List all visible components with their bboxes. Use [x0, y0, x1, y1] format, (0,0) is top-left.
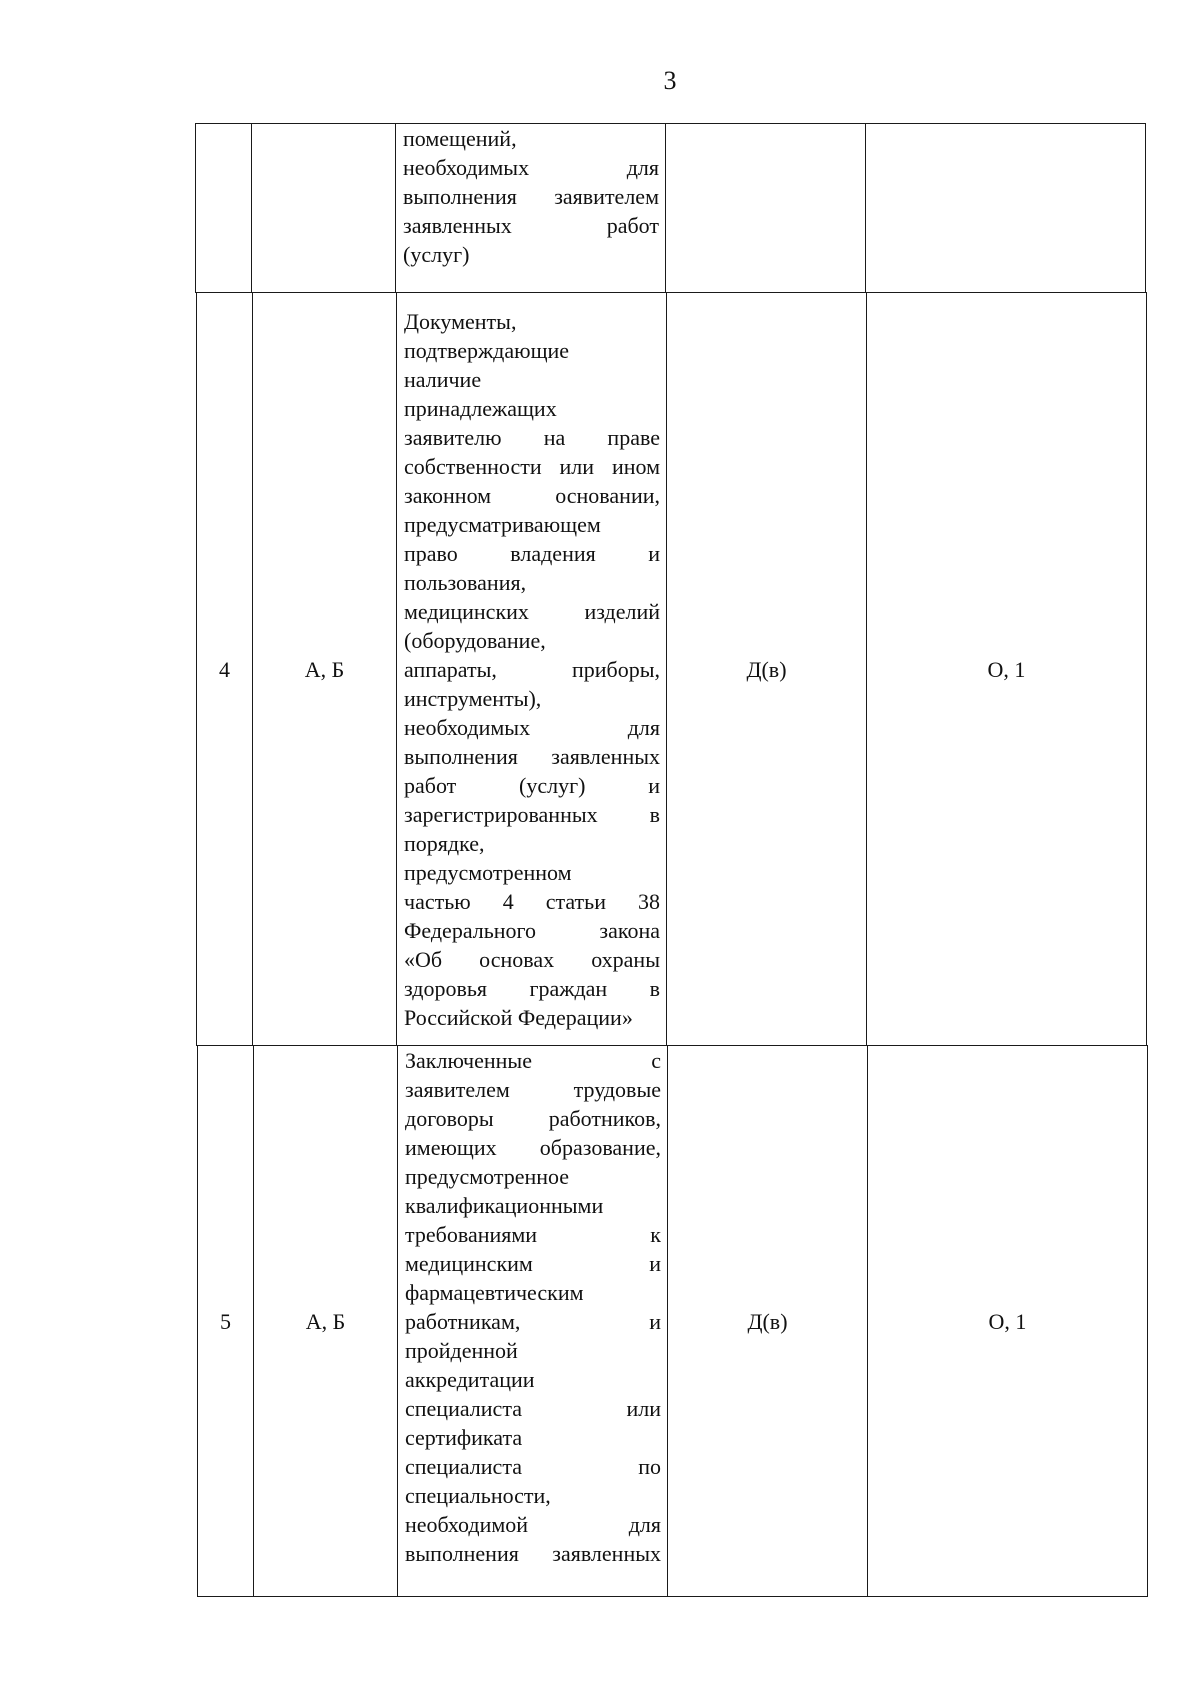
- cell-categories: А, Б: [254, 1046, 398, 1597]
- description-line: Федерального закона: [404, 917, 660, 943]
- description-line: аккредитации: [405, 1367, 535, 1392]
- description-line: выполнения заявителем: [403, 184, 659, 209]
- page-number: 3: [663, 66, 677, 95]
- table-fragment-row-4-continuation: [195, 123, 1146, 293]
- description-line: Документы,: [404, 308, 517, 334]
- description-line: Заключенные с: [405, 1048, 661, 1073]
- description-line: (оборудование,: [404, 627, 546, 653]
- description-line: выполнения заявленных: [404, 743, 660, 769]
- description-line: медицинским и: [405, 1251, 661, 1276]
- description-line: предусматривающем: [404, 511, 601, 537]
- description-line: договоры работников,: [405, 1106, 661, 1131]
- description-line: порядке,: [404, 830, 485, 856]
- cell-categories: [252, 124, 396, 293]
- cell-description: [397, 293, 667, 1046]
- cell-form: [866, 124, 1146, 293]
- description-line: необходимых для: [403, 155, 659, 180]
- description-line: «Об основах охраны: [404, 946, 660, 972]
- table-row: [197, 293, 1147, 1046]
- description-line: сертификата: [405, 1425, 523, 1450]
- description-line: фармацевтическим: [405, 1280, 584, 1305]
- description-line: подтверждающие: [404, 337, 570, 363]
- description-line: аппараты, приборы,: [404, 656, 660, 682]
- description-line: здоровья граждан в: [404, 975, 660, 1001]
- description-line: требованиями к: [405, 1222, 661, 1247]
- cell-description: [398, 1046, 668, 1597]
- description-line: работникам, и: [405, 1309, 661, 1334]
- table-row: [198, 1046, 1148, 1597]
- cell-document-type: Д(в): [667, 293, 867, 1046]
- description-line: зарегистрированных в: [404, 801, 660, 827]
- description-line: имеющих образование,: [405, 1135, 661, 1160]
- description-line: медицинских изделий: [404, 598, 660, 624]
- cell-number: 4: [197, 293, 253, 1046]
- description-line: собственности или ином: [404, 453, 660, 479]
- description-line: заявленных работ: [403, 213, 659, 238]
- description-line: работ (услуг) и: [404, 772, 660, 798]
- cell-number: 5: [198, 1046, 254, 1597]
- description-line: специалиста по: [405, 1454, 661, 1479]
- cell-document-type: [666, 124, 866, 293]
- description-line: законном основании,: [404, 482, 660, 508]
- description-line: заявителем трудовые: [405, 1077, 661, 1102]
- description-line: специалиста или: [405, 1396, 661, 1421]
- description-line: необходимой для: [405, 1512, 661, 1537]
- description-line: квалификационными: [405, 1193, 604, 1218]
- description-line: предусмотренном: [404, 859, 572, 885]
- cell-categories: А, Б: [253, 293, 397, 1046]
- table-row-4: [196, 292, 1147, 1046]
- description-line: право владения и: [404, 540, 660, 566]
- description-line: пройденной: [405, 1338, 518, 1363]
- description-line: (услуг): [403, 242, 470, 267]
- description-line: предусмотренное: [405, 1164, 570, 1189]
- table-row: [196, 124, 1146, 293]
- description-line: наличие: [404, 366, 482, 392]
- description-line: необходимых для: [404, 714, 660, 740]
- cell-document-type: Д(в): [668, 1046, 868, 1597]
- table-row-5: [197, 1045, 1148, 1597]
- description-line: пользования,: [404, 569, 527, 595]
- description-line: специальности,: [405, 1483, 551, 1508]
- cell-description: [396, 124, 666, 293]
- description-line: принадлежащих: [404, 395, 557, 421]
- description-line: выполнения заявленных: [405, 1541, 661, 1566]
- cell-form: О, 1: [868, 1046, 1148, 1597]
- cell-number: [196, 124, 252, 293]
- description-line: Российской Федерации»: [404, 1004, 633, 1030]
- description-line: инструменты),: [404, 685, 542, 711]
- description-line: частью 4 статьи 38: [404, 888, 660, 914]
- description-line: помещений,: [403, 126, 517, 151]
- cell-form: О, 1: [867, 293, 1147, 1046]
- description-line: заявителю на праве: [404, 424, 660, 450]
